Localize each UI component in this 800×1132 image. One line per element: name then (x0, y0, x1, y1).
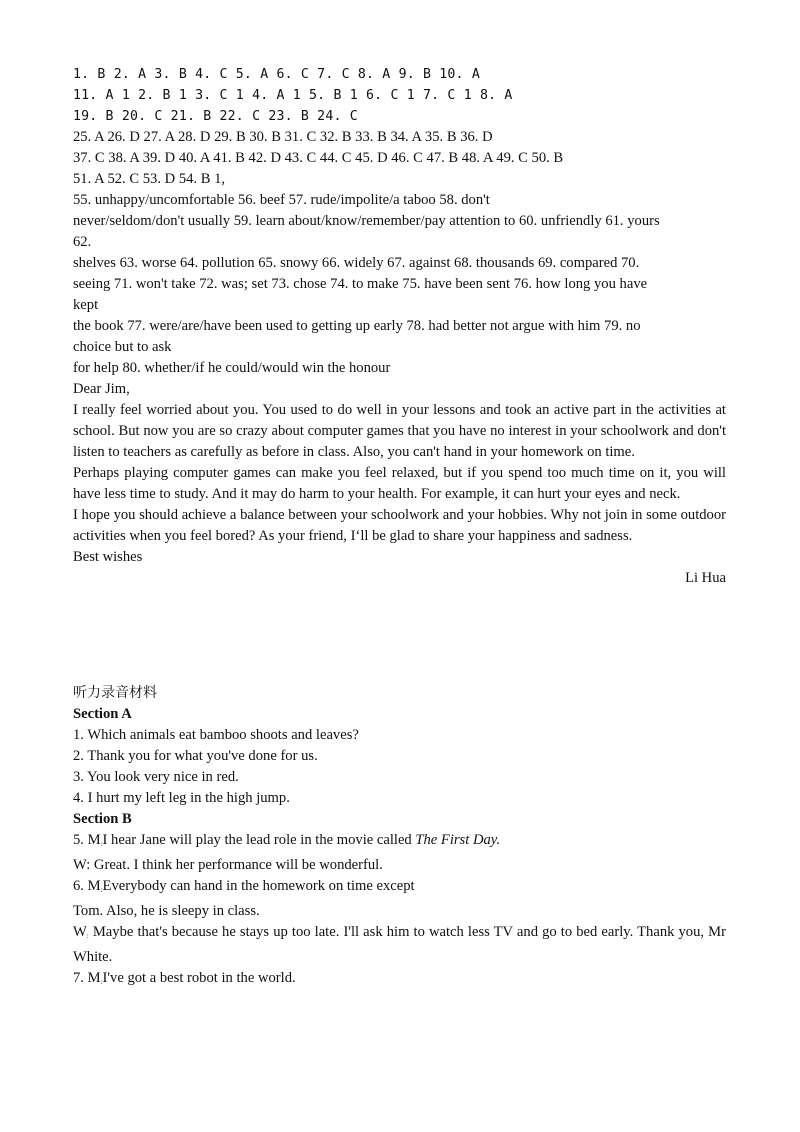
section-a-item: 2. Thank you for what you've done for us. (73, 748, 318, 764)
speaker-label: 6. M (73, 878, 101, 894)
letter-greeting: Dear Jim, (73, 381, 130, 397)
letter-paragraph: Perhaps playing computer games can make you feel relaxed, but if you spend too much time on it, you will have less time to study. And it may do harm to your health. For example, it can hurt your eyes and neck. (73, 465, 726, 502)
fill-line: shelves 63. worse 64. pollution 65. snowy 66. widely 67. against 68. thousands 69. compared 70. (73, 255, 640, 271)
section-a-title: Section A (73, 706, 132, 722)
speaker-label: 7. M (73, 970, 101, 986)
section-b-title: Section B (73, 811, 132, 827)
speaker-separator: : (100, 886, 103, 894)
fill-line: kept (73, 297, 99, 313)
fill-line: the book 77. were/are/have been used to getting up early 78. had better not argue with him 79. no (73, 318, 641, 334)
dialogue-5-w: W: Great. I think her performance will be wonderful. (73, 857, 383, 873)
dialogue-6-m (73, 876, 726, 901)
speaker-separator: : (100, 840, 103, 848)
dialogue-6-w (73, 922, 726, 968)
section-a-item: 1. Which animals eat bamboo shoots and leaves? (73, 727, 359, 743)
fill-line: 55. unhappy/uncomfortable 56. beef 57. rude/impolite/a taboo 58. don't (73, 192, 490, 208)
section-a-item: 3. You look very nice in red. (73, 769, 239, 785)
blank-space (73, 589, 726, 683)
answer-row-4: 25. A 26. D 27. A 28. D 29. B 30. B 31. C 32. B 33. B 34. A 35. B 36. D (73, 129, 493, 145)
letter-signature: Li Hua (685, 570, 726, 586)
dialogue-text: Maybe that's because he stays up too late. I'll ask him to watch less TV and go to bed early. Thank you, Mr White. (73, 924, 726, 965)
dialogue-text: I've got a best robot in the world. (102, 970, 296, 986)
speaker-separator: : (86, 932, 89, 940)
answer-row-5: 37. C 38. A 39. D 40. A 41. B 42. D 43. C 44. C 45. D 46. C 47. B 48. A 49. C 50. B (73, 150, 564, 166)
dialogue-6-continued: Tom. Also, he is sleepy in class. (73, 903, 260, 919)
fill-line: seeing 71. won't take 72. was; set 73. chose 74. to make 75. have been sent 76. how long you have (73, 276, 648, 292)
letter-paragraph: I really feel worried about you. You used to do well in your lessons and took an active part in the activities at school. But now you are so crazy about computer games that you have no interest in your schoolwork and don't listen to teachers as carefully as before in class. Also, you can't hand in your homework on time. (73, 402, 726, 460)
dialogue-text: I hear Jane will play the lead role in the movie called (102, 832, 416, 848)
dialogue-7-m (73, 968, 726, 993)
speaker-label: W (73, 924, 87, 940)
answer-row-1: 1. B 2. A 3. B 4. C 5. A 6. C 7. C 8. A 9. B 10. A (73, 67, 480, 82)
answer-row-2: 11. A 1 2. B 1 3. C 1 4. A 1 5. B 1 6. C 1 7. C 1 8. A (73, 88, 513, 103)
section-a-item: 4. I hurt my left leg in the high jump. (73, 790, 290, 806)
fill-line: 62. (73, 234, 92, 250)
fill-line: never/seldom/don't usually 59. learn about/know/remember/pay attention to 60. unfriendly 61. yours (73, 213, 660, 229)
speaker-separator: : (100, 978, 103, 986)
letter-closing: Best wishes (73, 549, 143, 565)
document-page (73, 64, 726, 993)
movie-title: The First Day. (415, 832, 501, 848)
answer-row-6: 51. A 52. C 53. D 54. B 1, (73, 171, 226, 187)
speaker-label: 5. M (73, 832, 101, 848)
dialogue-5-m (73, 830, 726, 855)
answer-row-3: 19. B 20. C 21. B 22. C 23. B 24. C (73, 109, 358, 124)
dialogue-text: Everybody can hand in the homework on time except (102, 878, 415, 894)
fill-line: for help 80. whether/if he could/would win the honour (73, 360, 391, 376)
fill-line: choice but to ask (73, 339, 172, 355)
letter-paragraph: I hope you should achieve a balance between your schoolwork and your hobbies. Why not join in some outdoor activities when you feel bored? As your friend, I‘ll be glad to share your happiness and sadness. (73, 507, 726, 544)
listening-heading: 听力录音材料 (73, 685, 157, 701)
